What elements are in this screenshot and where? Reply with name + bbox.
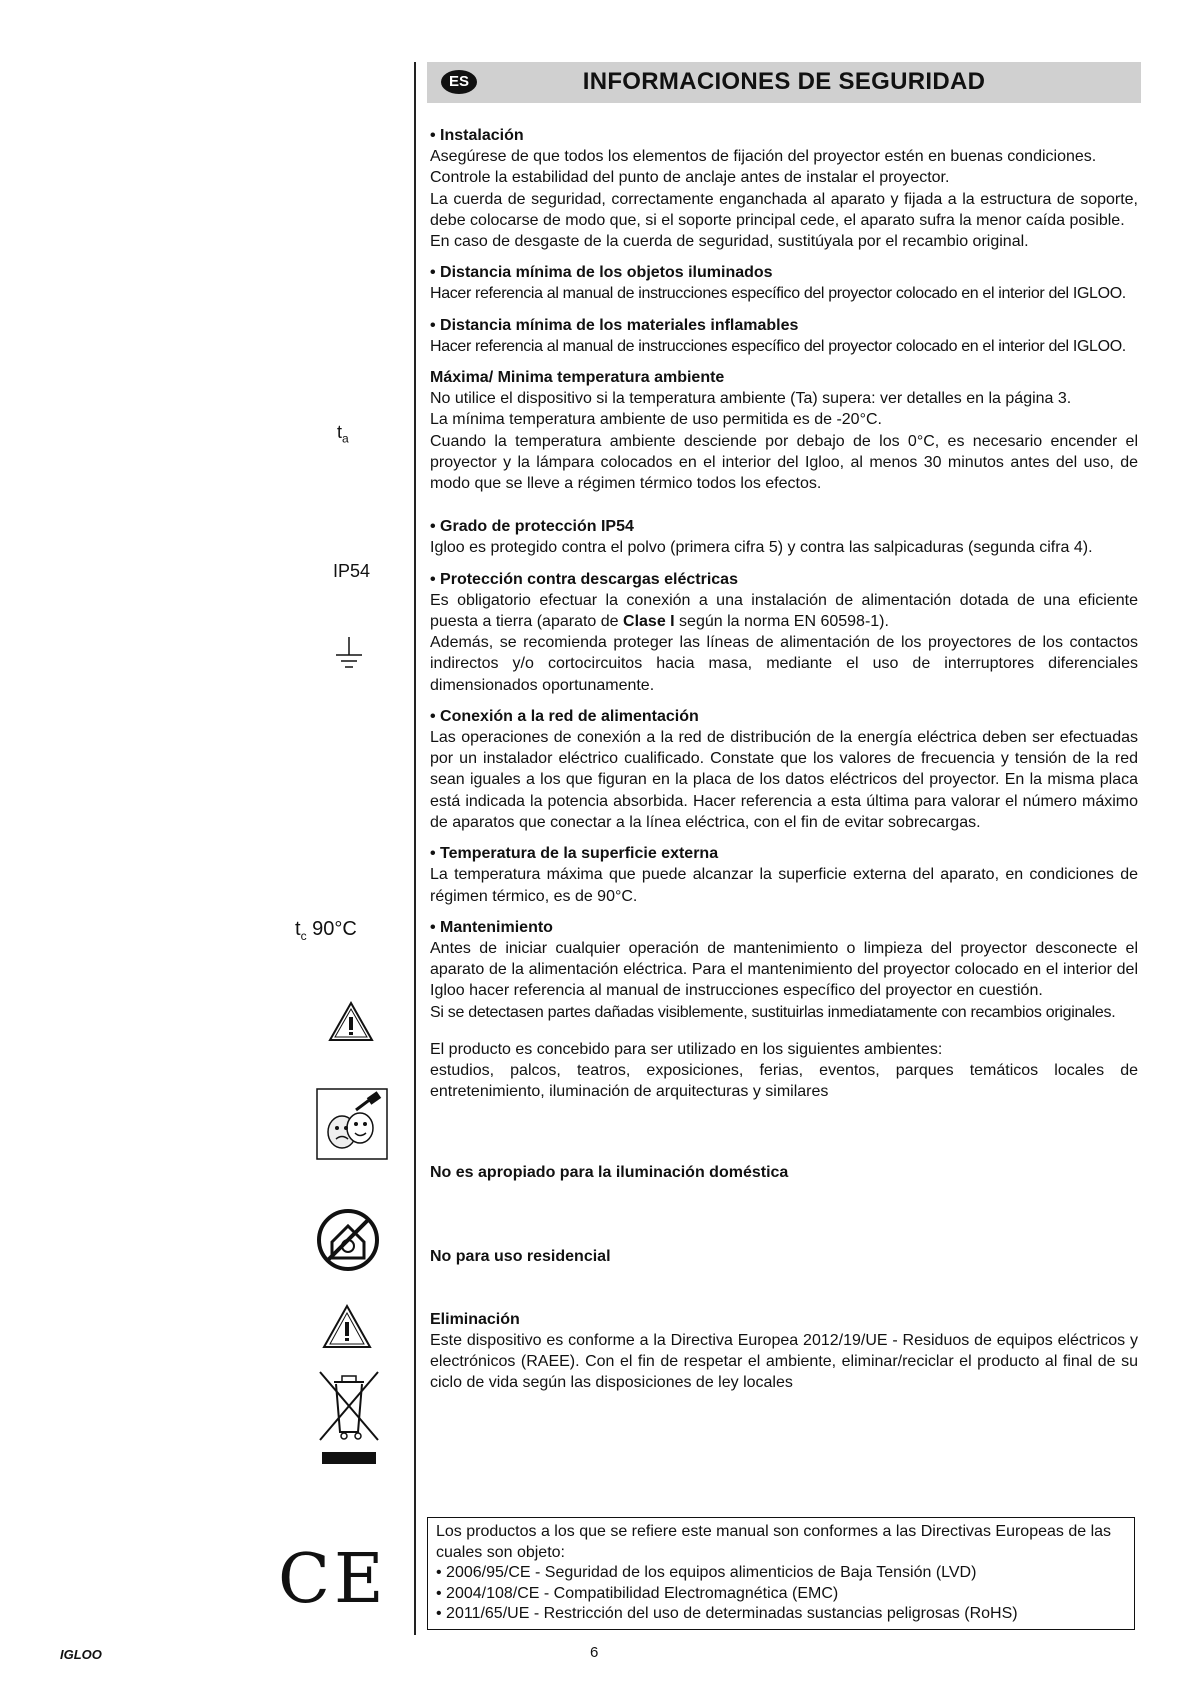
paragraph: Asegúrese de que todos los elementos de fijación del proyector estén en buenas condiciones. (430, 148, 1097, 166)
weee-bin-icon (318, 1370, 380, 1466)
list-item: • 2004/108/CE - Compatibilidad Electromagnética (EMC) (436, 1584, 839, 1602)
warning-icon (328, 1000, 374, 1042)
section-distancia-materiales (430, 315, 1138, 357)
paragraph: Controle la estabilidad del punto de anclaje antes de instalar el proyector. (430, 169, 950, 187)
section-title: • Temperatura de la superficie externa (430, 845, 719, 863)
paragraph: Si se detectasen partes dañadas visiblemente, sustituirlas inmediatamente con recambios originales. (430, 1003, 1116, 1021)
paragraph: Hacer referencia al manual de instrucciones específico del proyector colocado en el interior del IGLOO. (430, 285, 1126, 303)
paragraph: Antes de iniciar cualquier operación de mantenimiento o limpieza del proyector desconecte el aparato de la alimentación eléctrica. Para el mantenimiento del proyector colocado en el interior del Igloo hacer referencia al manual de instrucciones específico del proyector en cuestión. (430, 939, 1138, 1000)
paragraph: Es obligatorio efectuar la conexión a una instalación de alimentación dotada de una eficiente puesta a tierra (aparato de Clase I según la norma EN 60598-1). (430, 591, 1138, 631)
section-title: Eliminación (430, 1310, 520, 1328)
section-not-residential (430, 1246, 1138, 1267)
ip54-label: IP54 (333, 561, 371, 581)
list-item: • 2011/65/UE - Restricción del uso de determinadas sustancias peligrosas (RoHS) (436, 1605, 1018, 1622)
safety-content (430, 125, 1138, 1404)
list-item: • 2006/95/CE - Seguridad de los equipos alimenticios de Baja Tensión (LVD) (436, 1564, 977, 1581)
ground-icon (334, 637, 364, 673)
theatre-masks-icon (316, 1088, 388, 1160)
brand-footer: IGLOO (60, 1647, 102, 1662)
ta-symbol: $t_a$ (337, 422, 349, 446)
section-not-domestic (430, 1162, 1138, 1183)
section-title: • Conexión a la red de alimentación (430, 707, 699, 725)
section-header (427, 62, 1141, 103)
section-instalacion (430, 125, 1138, 252)
notice-text: No para uso residencial (430, 1247, 611, 1265)
paragraph: Hacer referencia al manual de instrucciones específico del proyector colocado en el interior del IGLOO. (430, 337, 1126, 355)
paragraph: Este dispositivo es conforme a la Directiva Europea 2012/19/UE - Residuos de equipos eléctricos y electrónicos (RAEE). Con el fin de respetar el ambiente, eliminar/reciclar el producto al final de su ciclo de vida según las disposiciones de ley locales (430, 1331, 1138, 1392)
paragraph: estudios, palcos, teatros, exposiciones, ferias, eventos, parques temáticos locales de entretenimiento, iluminación de arquitecturas y similares (430, 1061, 1138, 1101)
page-title: INFORMACIONES DE SEGURIDAD (582, 68, 986, 95)
section-mantenimiento (430, 917, 1138, 1023)
section-eliminacion (430, 1309, 1138, 1394)
section-title: • Distancia mínima de los materiales inflamables (430, 316, 799, 334)
section-temperatura-ambiente (430, 367, 1138, 494)
section-title: • Distancia mínima de los objetos iluminados (430, 264, 773, 282)
tc-symbol: $t_c$ 90°C (295, 918, 357, 943)
section-descargas (430, 569, 1138, 696)
section-title: • Mantenimiento (430, 918, 553, 936)
ce-mark: CE (278, 1540, 388, 1619)
paragraph: La temperatura máxima que puede alcanzar la superficie externa del aparato, en condiciones de régimen térmico, es de 90°C. (430, 866, 1138, 905)
warning-icon-2 (322, 1303, 372, 1349)
paragraph: Los productos a los que se refiere este manual son conformes a las Directivas Europeas de las cuales son objeto: (436, 1523, 1112, 1561)
language-badge: ES (441, 70, 477, 94)
section-title: • Instalación (430, 127, 524, 144)
notice-text: No es apropiado para la iluminación doméstica (430, 1164, 789, 1182)
section-conexion (430, 706, 1138, 833)
section-title: Máxima/ Minima temperatura ambiente (430, 369, 725, 387)
paragraph: Igloo es protegido contra el polvo (primera cifra 5) y contra las salpicaduras (segunda cifra 4). (430, 539, 1093, 557)
paragraph: En caso de desgaste de la cuerda de seguridad, sustitúyala por el recambio original. (430, 233, 1029, 251)
section-distancia-objetos (430, 262, 1138, 304)
section-usage (430, 1039, 1138, 1103)
no-domestic-lighting-icon (316, 1208, 380, 1272)
paragraph: La mínima temperatura ambiente de uso permitida es de -20°C. (430, 411, 882, 429)
paragraph: La cuerda de seguridad, correctamente enganchada al aparato y fijada a la estructura de soporte, debe colocarse de modo que, si el soporte principal cede, el aparato sufra la menor caída posible. (430, 190, 1138, 229)
section-superficie (430, 843, 1138, 907)
vertical-rule (414, 62, 416, 1635)
section-title: • Grado de protección IP54 (430, 518, 634, 536)
paragraph: No utilice el dispositivo si la temperatura ambiente (Ta) supera: ver detalles en la página 3. (430, 390, 1072, 408)
conformity-box (427, 1517, 1135, 1630)
paragraph: Además, se recomienda proteger las líneas de alimentación de los proyectores de los contactos indirectos y/o cortocircuitos hacia masa, mediante el uso de interruptores diferenciales dimensionados oportunamente. (430, 634, 1138, 694)
section-ip54 (430, 516, 1138, 558)
section-title: • Protección contra descargas eléctricas (430, 570, 738, 588)
paragraph: El producto es concebido para ser utilizado en los siguientes ambientes: (430, 1040, 943, 1058)
paragraph: Cuando la temperatura ambiente desciende por debajo de los 0°C, es necesario encender el proyector y la lámpara colocados en el interior del Igloo, al menos 30 minutos antes del uso, de modo que se lleve a régimen térmico todos los efectos. (430, 432, 1138, 493)
page-number: 6 (590, 1644, 599, 1661)
paragraph: Las operaciones de conexión a la red de distribución de la energía eléctrica deben ser efectuadas por un instalador eléctrico cualificado. Constate que los valores de frecuencia y tensión de la red sean iguales a los que figuran en la placa de los datos eléctricos del proyector. En la misma placa está indicada la potencia absorbida. Hacer referencia a esta última para valorar el número máximo de aparatos que conectar a la línea eléctrica, con el fin de evitar sobrecargas. (430, 729, 1138, 831)
